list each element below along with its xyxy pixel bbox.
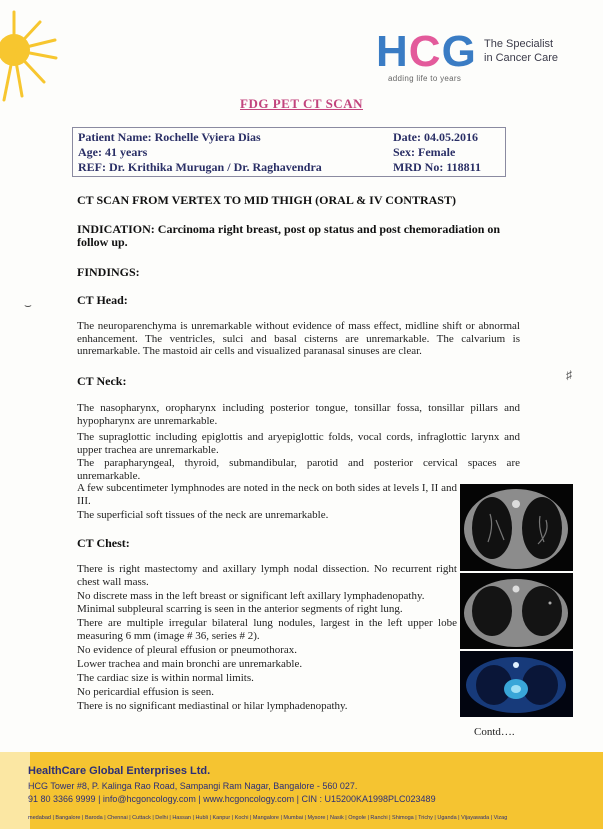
pet-ct-fusion-image — [460, 651, 573, 717]
chest-para-5: No evidence of pleural effusion or pneumothorax. — [77, 644, 298, 656]
ct-lung-scan-image-2 — [460, 573, 573, 649]
hcg-logo — [376, 27, 576, 90]
report-date: Date: 04.05.2016 — [393, 130, 478, 144]
patient-ref: REF: Dr. Krithika Murugan / Dr. Raghavendra — [78, 160, 322, 174]
chest-para-8: No pericardial effusion is seen. — [77, 686, 214, 698]
ct-head-text: The neuroparenchyma is unremarkable without evidence of mass effect, midline shift or abnormal enhancement. The ventricles, sulci and basal cisterns are unremarkable. The calvarium is unremarkable. The mastoid air cells and visualized paranasal sinuses are clear. — [77, 320, 520, 357]
logo-cancer-text: in Cancer Care — [484, 52, 558, 64]
scan-mark: ♯ — [566, 368, 572, 382]
mrd-number: MRD No: 118811 — [393, 160, 481, 174]
continued-label: Contd…. — [474, 726, 515, 738]
ct-head-heading: CT Head: — [77, 293, 128, 307]
chest-para-7: The cardiac size is within normal limits. — [77, 672, 254, 684]
neck-para-2: The supraglottic including epiglottis and aryepiglottic folds, vocal cords, infraglottic larynx and upper trachea are unremarkable. — [77, 431, 520, 456]
chest-para-1: There is right mastectomy and axillary lymph nodal dissection. No recurrent right chest wall mass. — [77, 563, 457, 588]
scan-title: CT SCAN FROM VERTEX TO MID THIGH (ORAL & IV CONTRAST) — [77, 193, 456, 207]
footer-company: HealthCare Global Enterprises Ltd. — [28, 765, 211, 777]
logo-specialist-text: The Specialist — [484, 38, 554, 50]
patient-name: Patient Name: Rochelle Vyiera Dias — [78, 130, 261, 144]
indication — [77, 223, 507, 249]
hcg-wordmark: HCG — [376, 27, 477, 76]
chest-para-2: No discrete mass in the left breast or significant left axillary lymphadenopathy. — [77, 590, 425, 602]
neck-para-4: A few subcentimeter lymphnodes are noted in the neck on both sides at levels I, II and III. — [77, 482, 457, 507]
patient-info-box — [72, 127, 506, 177]
neck-para-3: The parapharyngeal, thyroid, submandibular, parotid and posterior cervical spaces are unremarkable. — [77, 457, 520, 482]
footer-cities: medabad | Bangalore | Baroda | Chennai | Cuttack | Delhi | Hassan | Hubli | Kanpur | Kochi | Mangalore | Mumbai | Mysore | Nasik | Ongole | Ranchi | Shimoga | Trichy | Uganda | Vijayawada | Vizag — [28, 815, 508, 821]
patient-age: Age: 41 years — [78, 145, 148, 159]
footer-bar — [0, 752, 603, 829]
chest-para-9: There is no significant mediastinal or hilar lymphadenopathy. — [77, 700, 348, 712]
ct-lung-scan-image-1 — [460, 484, 573, 571]
logo-tagline: adding life to years — [388, 74, 462, 83]
patient-sex: Sex: Female — [393, 145, 456, 159]
chest-para-4: There are multiple irregular bilateral lung nodules, largest in the left upper lobe measuring 6 mm (image # 36, series # 2). — [77, 617, 457, 642]
footer-address: HCG Tower #8, P. Kalinga Rao Road, Sampangi Ram Nagar, Bangalore - 560 027. — [28, 781, 358, 791]
scan-mark: ⌣ — [24, 298, 32, 312]
chest-para-6: Lower trachea and main bronchi are unremarkable. — [77, 658, 303, 670]
chest-para-3: Minimal subpleural scarring is seen in the anterior segments of right lung. — [77, 603, 403, 615]
indication-text: Carcinoma right breast, post op status and post chemoradiation on follow up. — [77, 222, 501, 249]
ct-neck-heading: CT Neck: — [77, 374, 127, 388]
indication-label: INDICATION: — [77, 222, 155, 236]
report-title: FDG PET CT SCAN — [240, 96, 363, 111]
footer-contact: 91 80 3366 9999 | info@hcgoncology.com | www.hcgoncology.com | CIN : U15200KA1998PLC023489 — [28, 794, 436, 804]
findings-heading: FINDINGS: — [77, 265, 140, 279]
neck-para-5: The superficial soft tissues of the neck are unremarkable. — [77, 509, 329, 521]
neck-para-1: The nasopharynx, oropharynx including posterior tongue, tonsillar fossa, tonsillar pillars and hypopharynx are unremarkable. — [77, 402, 520, 427]
ct-chest-heading: CT Chest: — [77, 536, 130, 550]
